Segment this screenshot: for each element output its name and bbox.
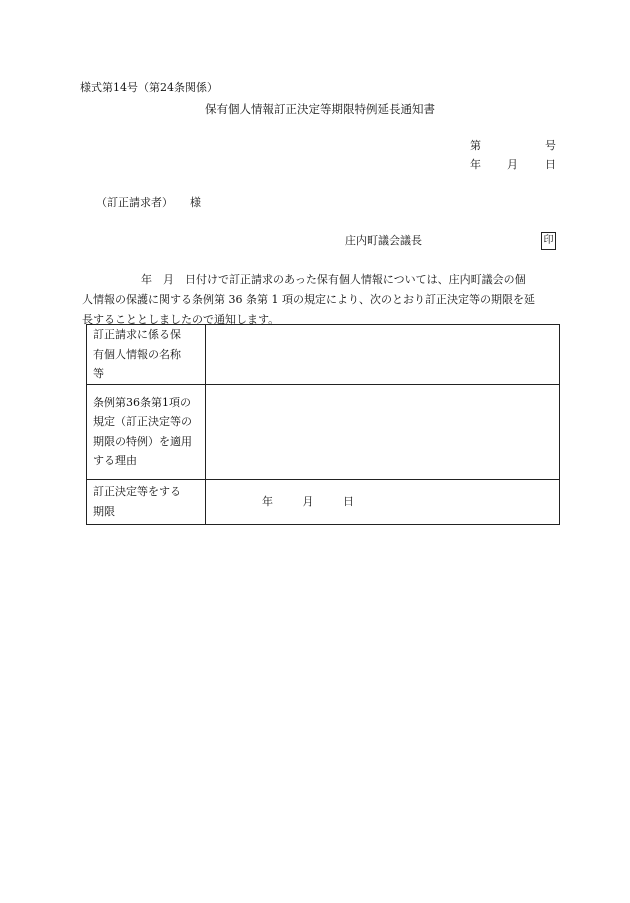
label-extension-reason (87, 384, 206, 479)
notice-body-line-2: 人情報の保護に関する条例第 36 条第 1 項の規定により、次のとおり訂正決定等の期限を延 (82, 293, 535, 306)
notice-details-table (86, 324, 560, 525)
value-extension-reason[interactable] (206, 384, 560, 479)
deadline-day: 日 (343, 494, 354, 508)
form-number: 様式第14号（第24条関係） (80, 81, 218, 94)
label-line: 条例第36条第1項の (93, 395, 191, 409)
issue-date-year: 年 (470, 158, 481, 171)
label-deadline (87, 479, 206, 524)
reference-number-suffix: 号 (545, 139, 556, 152)
label-line: 期限 (93, 504, 115, 518)
seal-mark: 印 (541, 232, 556, 250)
addressee-label: （訂正請求者） (96, 196, 173, 209)
label-line: 訂正請求に係る保 (93, 328, 181, 341)
label-line: 有個人情報の名称 (93, 347, 181, 361)
label-line: 期限の特例）を適用 (93, 434, 192, 448)
label-line: 等 (93, 367, 104, 380)
addressee-honorific: 様 (190, 196, 201, 209)
document-title: 保有個人情報訂正決定等期限特例延長通知書 (205, 102, 435, 116)
table-row-extension-reason (87, 384, 560, 479)
table-row-information-name (87, 325, 560, 385)
value-deadline-date[interactable] (206, 479, 560, 524)
label-line: する理由 (93, 454, 137, 467)
issue-date-month: 月 (507, 158, 518, 171)
label-information-name (87, 325, 206, 385)
sender-name: 庄内町議会議長 (345, 234, 422, 247)
table-row-deadline (87, 479, 560, 524)
issue-date-day: 日 (545, 158, 556, 171)
deadline-month: 月 (302, 494, 314, 508)
notice-body (82, 270, 572, 330)
reference-number-prefix: 第 (470, 139, 481, 152)
value-information-name[interactable] (206, 325, 560, 385)
notice-body-line-3: 長することとしましたので通知します。 (82, 313, 280, 326)
label-line: 訂正決定等をする (93, 485, 181, 498)
label-line: 規定（訂正決定等の (93, 415, 192, 428)
notice-body-line-1: 年 月 日付けで訂正請求のあった保有個人情報については、庄内町議会の個 (141, 273, 526, 286)
deadline-year: 年 (262, 494, 273, 508)
